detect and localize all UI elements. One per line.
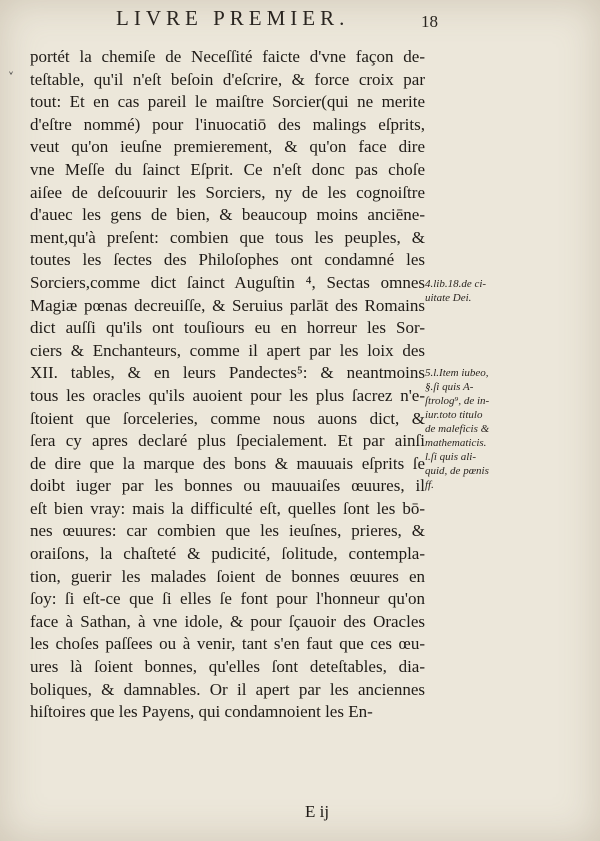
text-line: d'auec les gens de bien, & beaucoup moins anciēne- bbox=[30, 205, 425, 225]
text-line: eſt bien vray: mais la difficulté eſt, quelles ſont les bō- bbox=[30, 498, 425, 518]
text-line: tion, guerir les malades ſoient de bonnes œuures en bbox=[30, 566, 425, 586]
text-line: hiſtoires que les Payens, qui condamnoient les En- bbox=[30, 702, 373, 722]
text-line: oraiſons, la chaſteté & pudicité, ſolitude, contempla- bbox=[30, 544, 425, 564]
sidenote-line: 5.l.Item iubeo, bbox=[425, 367, 489, 379]
folio-number: 18 bbox=[421, 12, 438, 31]
text-line: aiſee de deſcouurir les Sorciers, ny de les cognoiſtre bbox=[30, 182, 425, 202]
text-line: ures là ſoient bonnes, qu'elles ſont deteſtables, dia- bbox=[30, 657, 425, 677]
sidenote-line: quid, de pœnis bbox=[425, 465, 489, 477]
page-header bbox=[110, 2, 550, 40]
sidenote-line: l.ſi quis ali- bbox=[425, 451, 477, 463]
sidenote-line: ff. bbox=[425, 479, 434, 491]
text-line: ſera cy apres declaré plus ſpecialement. Et par ainſi bbox=[30, 431, 425, 451]
sidenote-line: uitate Dei. bbox=[425, 292, 472, 304]
sidenote-line: iur.toto titulo bbox=[425, 409, 483, 421]
sidenote-line: 4.lib.18.de ci- bbox=[425, 278, 487, 290]
text-line: boliques, & damnables. Or il apert par les anciennes bbox=[30, 679, 425, 699]
body-text bbox=[30, 46, 425, 724]
text-line: XII. tables, & en leurs Pandectes⁵: & neantmoins bbox=[30, 363, 425, 383]
text-line: veut qu'on ieuſne premierement, & qu'on face dire bbox=[30, 137, 425, 157]
text-line: ſoy: ſi eſt-ce que ſi elles ſe font pour l'honneur qu'on bbox=[30, 589, 425, 609]
text-line: teſtable, qu'il n'eſt beſoin d'eſcrire, & force croix par bbox=[30, 69, 425, 89]
text-line: doibt iuger par les bonnes ou mauuaiſes œuures, il bbox=[30, 476, 425, 496]
text-line: toutes les ſectes des Philoſophes ont condamné les bbox=[30, 250, 425, 270]
text-line: Magiæ pœnas decreuiſſe, & Seruius parlāt des Romains bbox=[30, 295, 425, 315]
running-title: LIVRE PREMIER. bbox=[116, 6, 350, 30]
text-line: vne Meſſe du ſainct Eſprit. Ce n'eſt donc pas choſe bbox=[30, 159, 425, 179]
corner-mark: ˬ bbox=[8, 60, 14, 74]
sidenote-line: §.ſi quis A- bbox=[425, 381, 474, 393]
text-line: portét la chemiſe de Neceſſité faicte d'vne façon de- bbox=[30, 47, 425, 66]
text-line: tout: Et en cas pareil le maiſtre Sorcier(qui ne merite bbox=[30, 92, 425, 112]
text-line: ſtoient que ſorceleries, comme nous auons dict, & bbox=[30, 408, 425, 428]
sidenote-5 bbox=[425, 366, 545, 492]
text-line: tous les oracles qu'ils auoient pour les plus ſacrez n'e- bbox=[30, 385, 425, 405]
text-line: ciers & Enchanteurs, comme il apert par les loix des bbox=[30, 340, 425, 360]
text-line: face à Sathan, à vne idole, & pour ſçauoir des Oracles bbox=[30, 611, 425, 631]
sidenote-line: mathematicis. bbox=[425, 437, 487, 449]
text-line: les choſes paſſees ou à venir, tant s'en faut que ces œu- bbox=[30, 634, 425, 654]
text-line: nes œuures: car combien que les ieuſnes, prieres, & bbox=[30, 521, 425, 541]
text-line: Sorciers,comme dict ſainct Auguſtin ⁴, Sectas omnes bbox=[30, 272, 425, 292]
text-line: d'eſtre nommé) pour l'inuocatiō des malings eſprits, bbox=[30, 114, 425, 134]
text-line: de dire que la marque des bons & mauuais eſprits ſe bbox=[30, 453, 425, 473]
text-line: ment,qu'à preſent: combien que tous les peuples, & bbox=[30, 227, 425, 247]
sidenote-4 bbox=[425, 277, 545, 305]
signature-mark: E ij bbox=[305, 802, 330, 821]
sidenote-line: ſtrolog⁹, de in- bbox=[425, 395, 490, 407]
sidenote-line: de maleficis & bbox=[425, 423, 490, 435]
text-line: dict auſſi qu'ils ont touſiours eu en horreur les Sor- bbox=[30, 318, 425, 338]
